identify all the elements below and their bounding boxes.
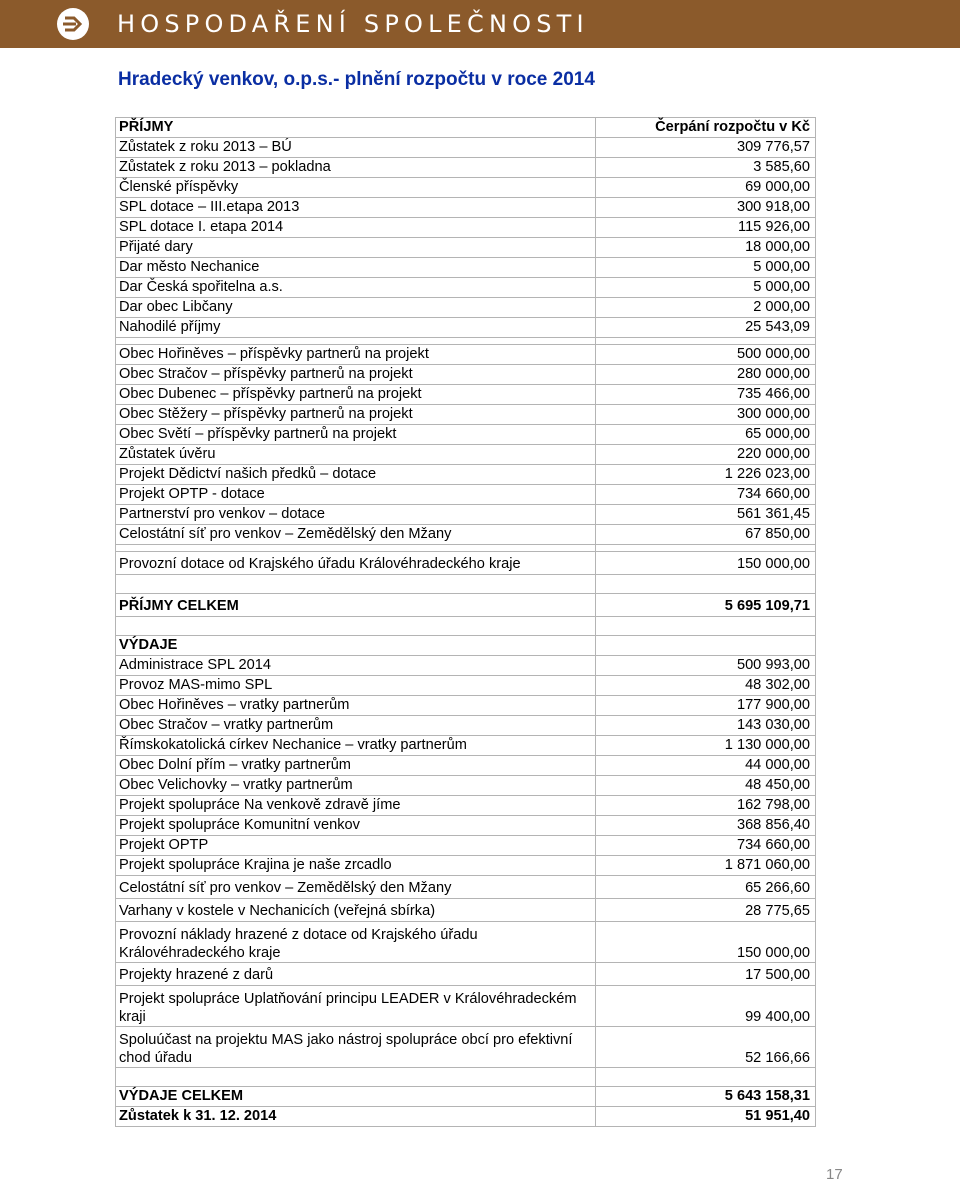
row-label: Projekt Dědictví našich předků – dotace [116, 465, 596, 485]
row-amount: 734 660,00 [596, 836, 816, 856]
income-row [116, 298, 816, 318]
row-label: SPL dotace I. etapa 2014 [116, 218, 596, 238]
row-label: Provozní dotace od Krajského úřadu Královéhradeckého kraje [116, 552, 596, 575]
row-label: VÝDAJE CELKEM [116, 1087, 596, 1107]
row-amount: 150 000,00 [596, 552, 816, 575]
row-label: Celostátní síť pro venkov – Zemědělský den Mžany [116, 525, 596, 545]
income-row [116, 318, 816, 338]
row-amount: 5 000,00 [596, 258, 816, 278]
row-label: Obec Stěžery – příspěvky partnerů na projekt [116, 405, 596, 425]
row-label: Dar obec Libčany [116, 298, 596, 318]
budget-table [115, 117, 816, 1127]
spacer-row [116, 575, 816, 594]
row-label: Varhany v kostele v Nechanicích (veřejná sbírka) [116, 899, 596, 922]
row-label: PŘÍJMY [116, 118, 596, 138]
row-label: Dar Česká spořitelna a.s. [116, 278, 596, 298]
income-row [116, 505, 816, 525]
expense-row [116, 716, 816, 736]
row-amount: 17 500,00 [596, 963, 816, 986]
row-amount: 162 798,00 [596, 796, 816, 816]
expense-row [116, 876, 816, 899]
row-amount: 28 775,65 [596, 899, 816, 922]
row-amount: Čerpání rozpočtu v Kč [596, 118, 816, 138]
spacer-row [116, 338, 816, 345]
expense-row [116, 899, 816, 922]
row-amount: 734 660,00 [596, 485, 816, 505]
row-amount: 309 776,57 [596, 138, 816, 158]
row-amount: 500 993,00 [596, 656, 816, 676]
row-label: Obec Stračov – příspěvky partnerů na projekt [116, 365, 596, 385]
row-label [116, 545, 596, 552]
row-amount [596, 636, 816, 656]
row-amount: 99 400,00 [596, 986, 816, 1027]
income-row [116, 258, 816, 278]
row-label: Dar město Nechanice [116, 258, 596, 278]
row-amount: 51 951,40 [596, 1107, 816, 1127]
income-row [116, 345, 816, 365]
row-amount: 67 850,00 [596, 525, 816, 545]
expense-row [116, 1027, 816, 1068]
row-amount: 735 466,00 [596, 385, 816, 405]
row-amount: 500 000,00 [596, 345, 816, 365]
expense-row [116, 676, 816, 696]
row-label: Projekt spolupráce Na venkově zdravě jíme [116, 796, 596, 816]
income-row [116, 238, 816, 258]
row-amount [596, 575, 816, 594]
row-label [116, 575, 596, 594]
row-label: Spoluúčast na projektu MAS jako nástroj spolupráce obcí pro efektivní chod úřadu [116, 1027, 596, 1068]
row-label: Provozní náklady hrazené z dotace od Krajského úřadu Královéhradeckého kraje [116, 922, 596, 963]
row-amount: 220 000,00 [596, 445, 816, 465]
income-row [116, 552, 816, 575]
row-amount: 48 450,00 [596, 776, 816, 796]
row-label: Nahodilé příjmy [116, 318, 596, 338]
arrow-right-circle-icon [56, 7, 90, 41]
income-row [116, 198, 816, 218]
row-label: SPL dotace – III.etapa 2013 [116, 198, 596, 218]
income-row [116, 365, 816, 385]
row-amount: 25 543,09 [596, 318, 816, 338]
expense-row [116, 696, 816, 716]
row-label: Zůstatek úvěru [116, 445, 596, 465]
row-label: Členské příspěvky [116, 178, 596, 198]
expenses-header-row [116, 636, 816, 656]
income-row [116, 425, 816, 445]
expense-row [116, 836, 816, 856]
row-label: Obec Stračov – vratky partnerům [116, 716, 596, 736]
row-amount: 1 871 060,00 [596, 856, 816, 876]
income-row [116, 445, 816, 465]
row-amount: 18 000,00 [596, 238, 816, 258]
income-row [116, 278, 816, 298]
income-row [116, 525, 816, 545]
row-label: Celostátní síť pro venkov – Zemědělský den Mžany [116, 876, 596, 899]
income-row [116, 158, 816, 178]
row-label: Projekt OPTP [116, 836, 596, 856]
row-label: Obec Velichovky – vratky partnerům [116, 776, 596, 796]
row-amount [596, 617, 816, 636]
header-banner [0, 0, 960, 48]
income-row [116, 465, 816, 485]
row-label: PŘÍJMY CELKEM [116, 594, 596, 617]
income-row [116, 138, 816, 158]
row-label: Obec Dubenec – příspěvky partnerů na projekt [116, 385, 596, 405]
row-label: VÝDAJE [116, 636, 596, 656]
income-row [116, 485, 816, 505]
row-amount: 150 000,00 [596, 922, 816, 963]
expense-row [116, 736, 816, 756]
income-total-row [116, 594, 816, 617]
income-row [116, 385, 816, 405]
row-amount: 69 000,00 [596, 178, 816, 198]
spacer-row [116, 545, 816, 552]
row-label: Projekt spolupráce Uplatňování principu LEADER v Královéhradeckém kraji [116, 986, 596, 1027]
row-label: Zůstatek z roku 2013 – BÚ [116, 138, 596, 158]
document-title: Hradecký venkov, o.p.s.- plnění rozpočtu v roce 2014 [118, 69, 595, 90]
expense-row [116, 856, 816, 876]
expense-row [116, 922, 816, 963]
row-label: Obec Dolní přím – vratky partnerům [116, 756, 596, 776]
income-row [116, 218, 816, 238]
row-amount: 300 918,00 [596, 198, 816, 218]
row-amount: 65 266,60 [596, 876, 816, 899]
row-label [116, 338, 596, 345]
row-label: Zůstatek z roku 2013 – pokladna [116, 158, 596, 178]
row-label: Partnerství pro venkov – dotace [116, 505, 596, 525]
expense-row [116, 776, 816, 796]
row-label [116, 617, 596, 636]
row-label: Provoz MAS-mimo SPL [116, 676, 596, 696]
balance-row [116, 1107, 816, 1127]
expense-row [116, 656, 816, 676]
row-amount: 1 130 000,00 [596, 736, 816, 756]
expense-row [116, 816, 816, 836]
row-amount: 561 361,45 [596, 505, 816, 525]
income-row [116, 405, 816, 425]
expense-row [116, 986, 816, 1027]
row-amount: 300 000,00 [596, 405, 816, 425]
row-amount: 368 856,40 [596, 816, 816, 836]
row-amount: 48 302,00 [596, 676, 816, 696]
income-row [116, 178, 816, 198]
row-amount: 52 166,66 [596, 1027, 816, 1068]
spacer-row [116, 1068, 816, 1087]
row-label: Přijaté dary [116, 238, 596, 258]
expense-row [116, 756, 816, 776]
header-title: HOSPODAŘENÍ SPOLEČNOSTI [117, 10, 589, 38]
row-amount [596, 1068, 816, 1087]
row-amount: 177 900,00 [596, 696, 816, 716]
row-amount: 65 000,00 [596, 425, 816, 445]
page-number: 17 [826, 1166, 843, 1183]
row-label: Římskokatolická církev Nechanice – vratky partnerům [116, 736, 596, 756]
row-amount: 1 226 023,00 [596, 465, 816, 485]
row-amount [596, 545, 816, 552]
row-label: Obec Hořiněves – vratky partnerům [116, 696, 596, 716]
row-label [116, 1068, 596, 1087]
row-amount: 280 000,00 [596, 365, 816, 385]
row-amount: 5 000,00 [596, 278, 816, 298]
row-label: Projekt spolupráce Krajina je naše zrcadlo [116, 856, 596, 876]
row-amount: 44 000,00 [596, 756, 816, 776]
row-label: Projekt OPTP - dotace [116, 485, 596, 505]
row-label: Administrace SPL 2014 [116, 656, 596, 676]
row-amount: 5 643 158,31 [596, 1087, 816, 1107]
expense-row [116, 796, 816, 816]
row-label: Zůstatek k 31. 12. 2014 [116, 1107, 596, 1127]
row-label: Projekt spolupráce Komunitní venkov [116, 816, 596, 836]
income-header-row [116, 118, 816, 138]
row-amount [596, 338, 816, 345]
row-label: Projekty hrazené z darů [116, 963, 596, 986]
row-label: Obec Světí – příspěvky partnerů na projekt [116, 425, 596, 445]
row-amount: 143 030,00 [596, 716, 816, 736]
expense-row [116, 963, 816, 986]
row-amount: 5 695 109,71 [596, 594, 816, 617]
expenses-total-row [116, 1087, 816, 1107]
spacer-row [116, 617, 816, 636]
row-amount: 3 585,60 [596, 158, 816, 178]
row-label: Obec Hořiněves – příspěvky partnerů na projekt [116, 345, 596, 365]
row-amount: 115 926,00 [596, 218, 816, 238]
row-amount: 2 000,00 [596, 298, 816, 318]
